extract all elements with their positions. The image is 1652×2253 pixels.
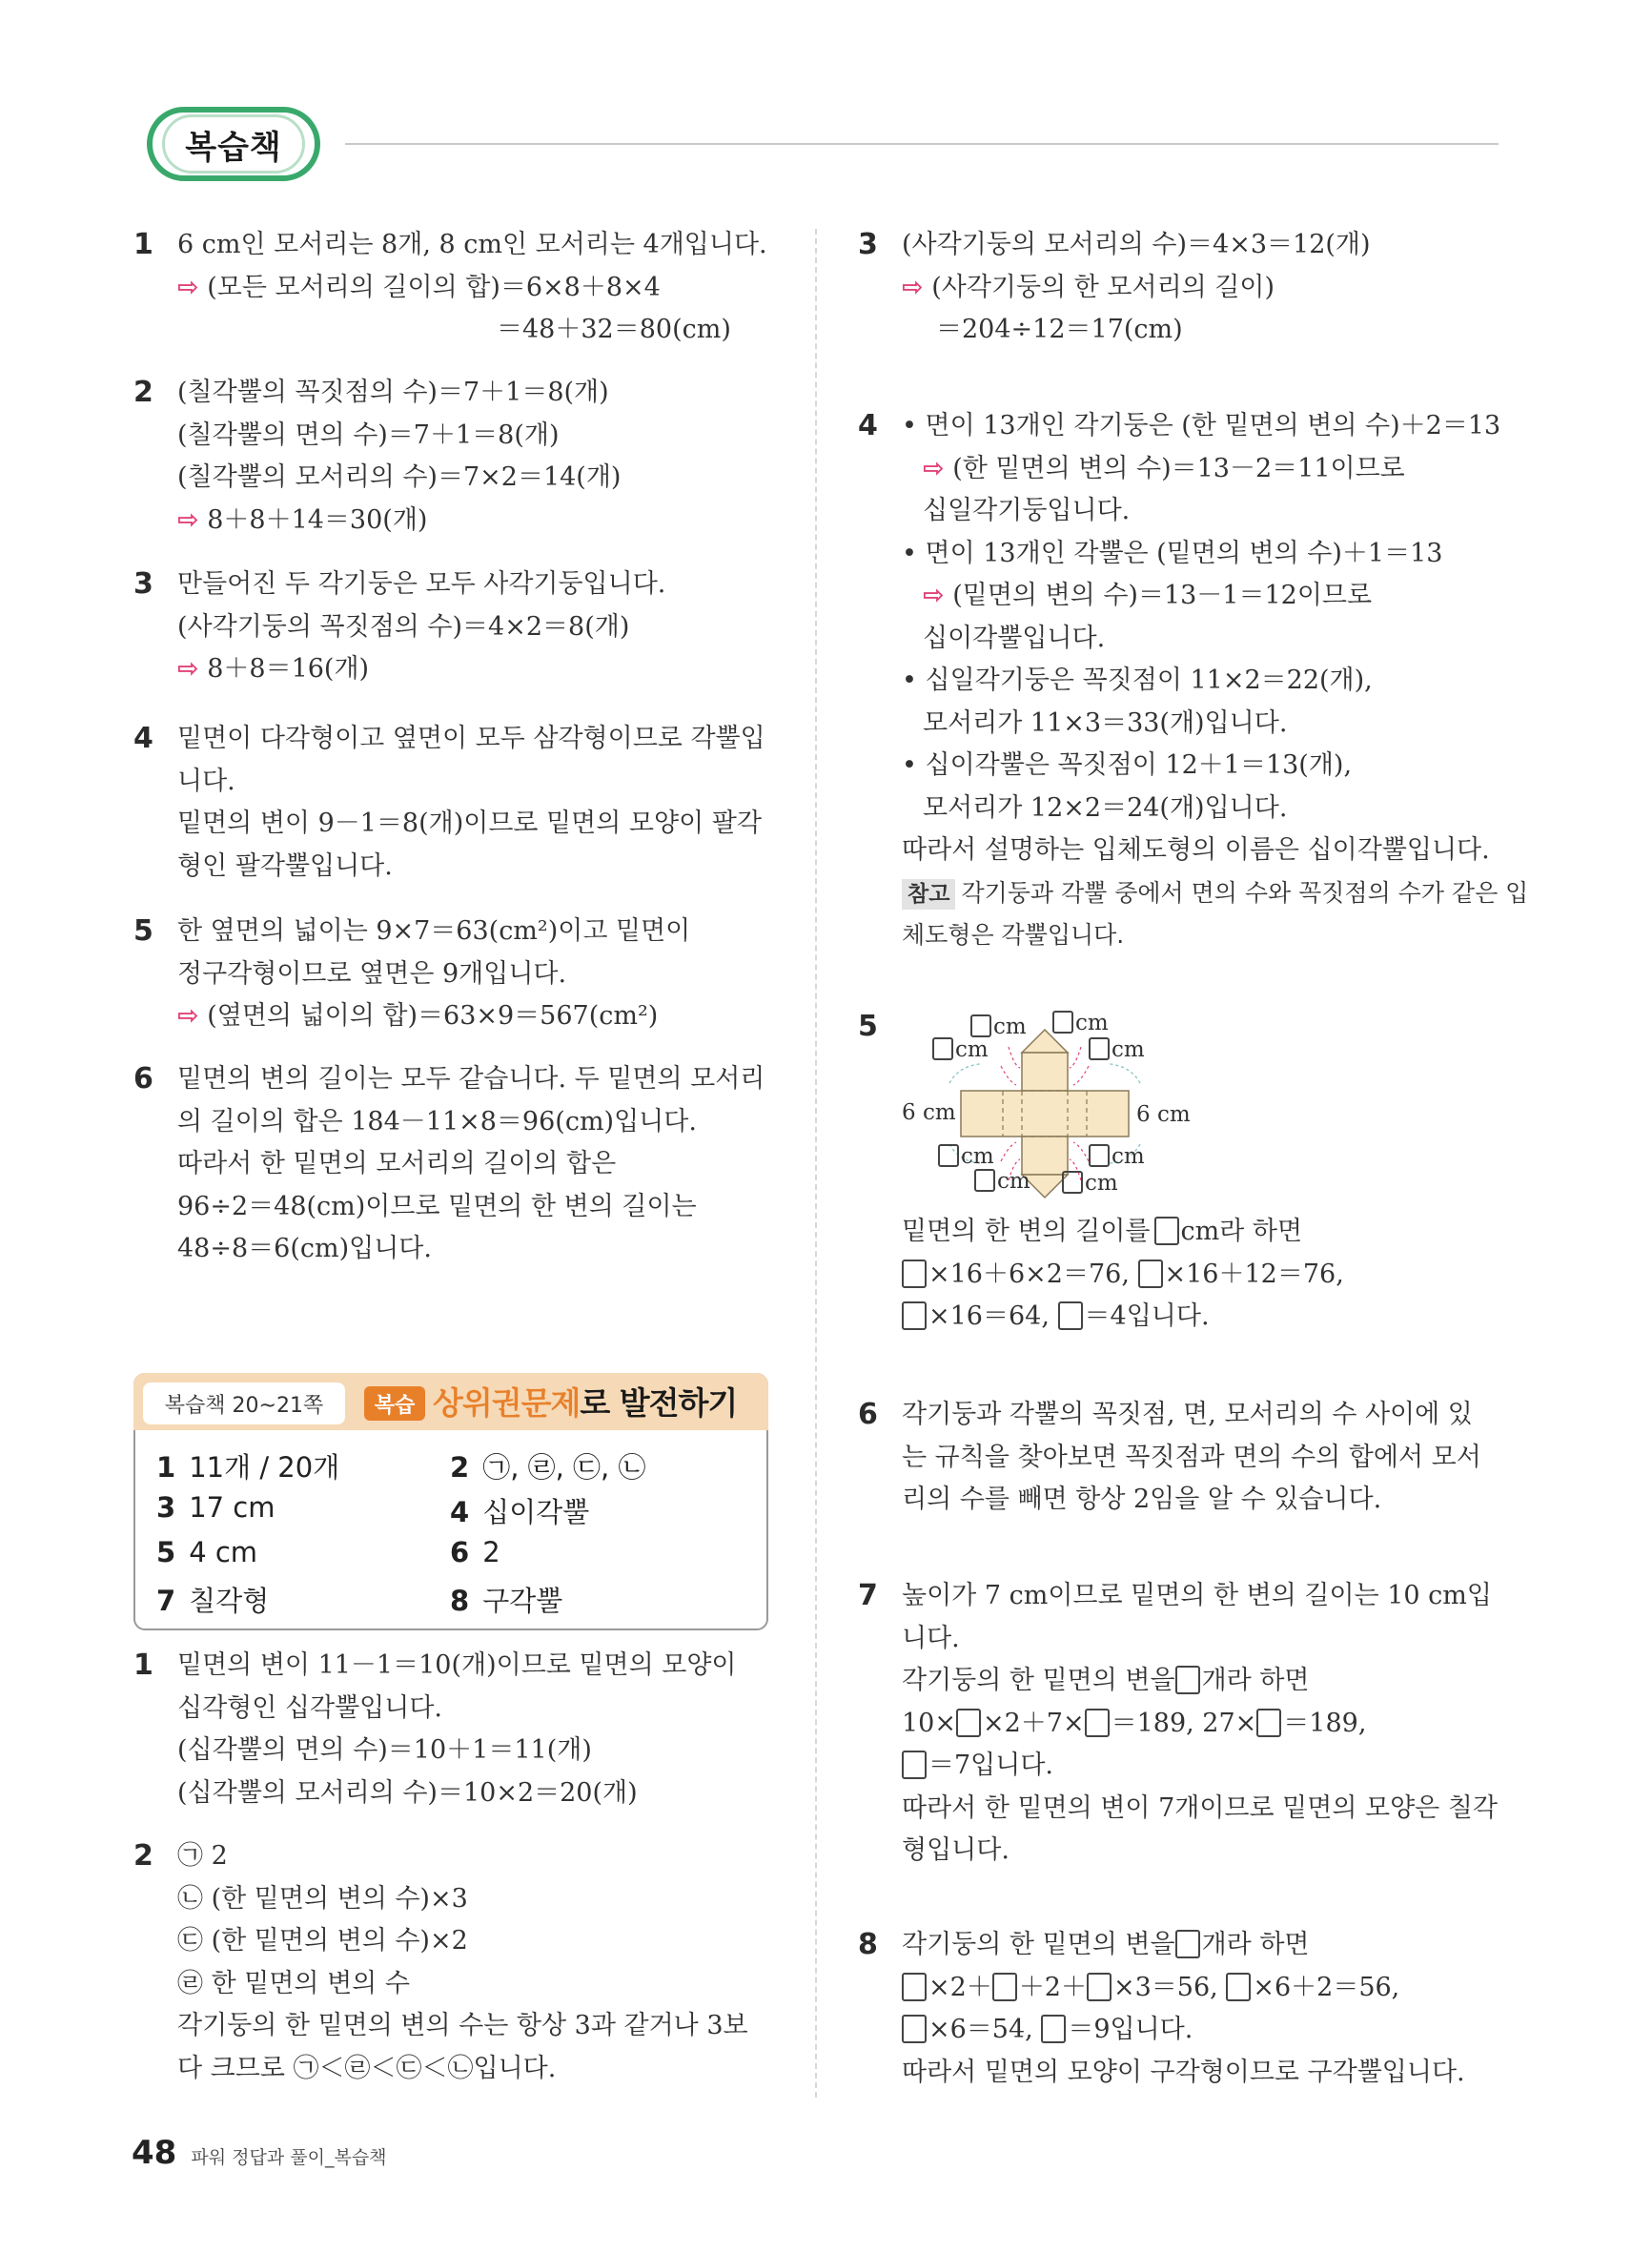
solution-line: (밑면의 변의 수)＝13－1＝12이므로 xyxy=(952,581,1373,610)
net-label: cm xyxy=(974,1169,1030,1194)
solution-text: ×3＝56, xyxy=(1113,1972,1218,2002)
blank-box xyxy=(1226,1973,1251,2001)
solution-text: 개라 하면 xyxy=(1201,1666,1310,1695)
net-label: cm xyxy=(1062,1171,1118,1196)
page-footer xyxy=(132,2134,387,2172)
blank-box xyxy=(1058,1301,1083,1330)
solution-text: ×16＝64, xyxy=(928,1301,1050,1331)
problem-number: 6 xyxy=(858,1398,878,1431)
blank-box xyxy=(974,1169,995,1192)
problem-number: 7 xyxy=(858,1579,878,1612)
solution-line: (사각기둥의 한 모서리의 길이) xyxy=(931,272,1275,302)
column-divider xyxy=(815,229,817,2098)
solution-line: 각기둥과 각뿔의 꼭짓점, 면, 모서리의 수 사이에 있 xyxy=(902,1400,1473,1429)
problem-number: 8 xyxy=(858,1928,878,1961)
solution-line: 십각형인 십각뿔입니다. xyxy=(177,1692,442,1723)
solution-line: 6 cm인 모서리는 8개, 8 cm인 모서리는 4개입니다. xyxy=(177,230,767,259)
solution-text: ＝4입니다. xyxy=(1084,1301,1210,1331)
solution-line: 밑면의 변의 길이는 모두 같습니다. 두 밑면의 모서리 xyxy=(177,1064,765,1094)
blank-box xyxy=(1175,1930,1200,1958)
reference-note: 체도형은 각뿔입니다. xyxy=(902,921,1125,949)
net-label: cm xyxy=(938,1144,994,1169)
solution-text: 개라 하면 xyxy=(1201,1930,1310,1959)
solution-line: 는 규칙을 찾아보면 꼭짓점과 면의 수의 합에서 모서 xyxy=(902,1442,1481,1472)
answer-item: 3 17 cm xyxy=(156,1491,275,1524)
solution-line: 높이가 7 cm이므로 밑면의 한 변의 길이는 10 cm입 xyxy=(902,1581,1492,1610)
solution-text: cm라 하면 xyxy=(1180,1217,1303,1246)
solution-line: ㉡ (한 밑면의 변의 수)×3 xyxy=(177,1883,468,1914)
blank-box xyxy=(1138,1260,1163,1288)
arrow-icon: ⇨ xyxy=(177,654,199,684)
solution-line: 따라서 설명하는 입체도형의 이름은 십이각뿔입니다. xyxy=(902,835,1490,865)
problem-number: 2 xyxy=(133,1839,153,1873)
blank-box xyxy=(970,1014,991,1037)
solution-line: 밑면의 변이 11－1＝10(개)이므로 밑면의 모양이 xyxy=(177,1650,737,1680)
solution-line: 형입니다. xyxy=(902,1835,1010,1865)
solution-line: (한 밑면의 변의 수)＝13－2＝11이므로 xyxy=(952,453,1405,483)
solution-line: 모서리가 11×3＝33(개)입니다. xyxy=(923,707,1288,738)
solution-line: 십일각기둥입니다. xyxy=(923,496,1131,525)
net-label: cm xyxy=(932,1037,989,1062)
solution-line: • 면이 13개인 각뿔은 (밑면의 변의 수)＋1＝13 xyxy=(902,538,1443,568)
arrow-icon: ⇨ xyxy=(923,581,945,610)
solution-line: 모서리가 12×2＝24(개)입니다. xyxy=(923,792,1288,823)
solution-line: ＝48＋32＝80(cm) xyxy=(497,315,731,344)
problem-number: 4 xyxy=(858,409,878,442)
solution-text: 10× xyxy=(902,1708,956,1738)
solution-text: ＝9입니다. xyxy=(1068,2015,1193,2044)
blank-box xyxy=(1041,2015,1066,2043)
blank-box xyxy=(932,1037,953,1060)
net-label: cm xyxy=(1052,1011,1109,1035)
solution-line: ㉣ 한 밑면의 변의 수 xyxy=(177,1968,410,1998)
solution-line: 따라서 한 밑면의 모서리의 길이의 합은 xyxy=(177,1149,617,1178)
blank-box xyxy=(902,1301,927,1330)
problem-number: 1 xyxy=(133,228,153,261)
blank-box xyxy=(938,1144,959,1167)
solution-text: ×16＋6×2＝76, xyxy=(928,1259,1130,1289)
solution-line: (사각기둥의 모서리의 수)＝4×3＝12(개) xyxy=(902,230,1371,259)
blank-box xyxy=(902,2015,927,2043)
solution-text: ×6＋2＝56, xyxy=(1253,1972,1400,2002)
solution-line: 정구각형이므로 옆면은 9개입니다. xyxy=(177,958,567,989)
blank-box xyxy=(956,1709,981,1737)
arrow-icon: ⇨ xyxy=(177,272,199,302)
net-side-label: 6 cm xyxy=(902,1100,956,1125)
solution-text: ×6＝54, xyxy=(928,2015,1033,2044)
review-badge: 복습 xyxy=(364,1386,425,1421)
solution-line: (십각뿔의 면의 수)＝10＋1＝11(개) xyxy=(177,1735,592,1765)
solution-line: 8＋8＝16(개) xyxy=(207,654,370,684)
answer-item: 8 구각뿔 xyxy=(450,1585,563,1617)
solution-line: 리의 수를 빼면 항상 2임을 알 수 있습니다. xyxy=(902,1485,1382,1514)
section-header xyxy=(133,107,336,181)
net-label: cm xyxy=(1089,1144,1145,1169)
solution-text: ＋2＋ xyxy=(1018,1972,1087,2002)
answer-item: 7 칠각형 xyxy=(156,1585,270,1617)
blank-box xyxy=(1085,1709,1110,1737)
problem-number: 6 xyxy=(133,1062,153,1096)
blank-box xyxy=(1256,1709,1281,1737)
solution-line: (칠각뿔의 모서리의 수)＝7×2＝14(개) xyxy=(177,462,622,492)
solution-line: • 면이 13개인 각기둥은 (한 밑면의 변의 수)＋2＝13 xyxy=(902,411,1501,440)
header-rule xyxy=(345,143,1499,145)
problem-number: 3 xyxy=(133,567,153,601)
solution-line: 의 길이의 합은 184－11×8＝96(cm)입니다. xyxy=(177,1106,697,1137)
header-pill xyxy=(162,114,305,174)
net-side-label: 6 cm xyxy=(1136,1102,1191,1127)
blank-box xyxy=(1154,1217,1179,1245)
pyramid-net-figure xyxy=(902,1009,1207,1211)
solution-line: 형인 팔각뿔입니다. xyxy=(177,850,393,881)
solution-line: • 십일각기둥은 꼭짓점이 11×2＝22(개), xyxy=(902,666,1373,695)
solution-line: 니다. xyxy=(177,766,235,796)
solution-line: (모든 모서리의 길이의 합)＝6×8＋8×4 xyxy=(207,272,661,302)
arrow-icon: ⇨ xyxy=(177,504,199,535)
arrow-icon: ⇨ xyxy=(177,1001,199,1031)
blank-box xyxy=(992,1973,1017,2001)
answer-item: 2 ㉠, ㉣, ㉢, ㉡ xyxy=(450,1451,646,1484)
blank-box xyxy=(902,1751,927,1779)
solution-line: (십각뿔의 모서리의 수)＝10×2＝20(개) xyxy=(177,1777,638,1808)
problem-number: 3 xyxy=(858,228,878,261)
solution-text: 밑면의 한 변의 길이를 xyxy=(902,1217,1151,1246)
solution-line: 8＋8＋14＝30(개) xyxy=(207,504,428,535)
section-title-accent: 상위권문제 xyxy=(433,1384,581,1422)
arrow-icon: ⇨ xyxy=(902,272,924,302)
blank-box xyxy=(1175,1666,1200,1694)
solution-line: 96÷2＝48(cm)이므로 밑면의 한 변의 길이는 xyxy=(177,1191,697,1221)
solution-text: ×16＋12＝76, xyxy=(1164,1259,1344,1289)
solution-line: (옆면의 넓이의 합)＝63×9＝567(cm²) xyxy=(207,1001,659,1031)
solution-text: ×2＋ xyxy=(928,1972,992,2002)
solution-line: 밑면이 다각형이고 옆면이 모두 삼각형이므로 각뿔입 xyxy=(177,724,765,753)
problem-number: 4 xyxy=(133,722,153,755)
reference-note: 각기둥과 각뿔 중에서 면의 수와 꼭짓점의 수가 같은 입 xyxy=(961,878,1529,907)
header-title: 복습책 xyxy=(185,128,282,167)
solution-line: • 십이각뿔은 꼭짓점이 12＋1＝13(개), xyxy=(902,750,1353,780)
solution-line: 따라서 한 밑면의 변이 7개이므로 밑면의 모양은 칠각 xyxy=(902,1792,1498,1823)
blank-box xyxy=(1089,1144,1110,1167)
reference-tag: 참고 xyxy=(902,879,955,910)
problem-number: 2 xyxy=(133,376,153,409)
solution-text: ＝189, 27× xyxy=(1111,1708,1257,1738)
solution-text: ×2＋7× xyxy=(982,1708,1085,1738)
answer-item: 5 4 cm xyxy=(156,1536,258,1568)
problem-number: 5 xyxy=(133,914,153,948)
solution-text: 각기둥의 한 밑면의 변을 xyxy=(902,1666,1175,1695)
answer-item: 4 십이각뿔 xyxy=(450,1496,590,1528)
solution-line: (칠각뿔의 면의 수)＝7＋1＝8(개) xyxy=(177,420,560,450)
solution-line: 48÷8＝6(cm)입니다. xyxy=(177,1234,432,1263)
blank-box xyxy=(902,1260,927,1288)
arrow-icon: ⇨ xyxy=(923,453,945,483)
solution-line: 밑면의 변이 9－1＝8(개)이므로 밑면의 모양이 팔각 xyxy=(177,809,762,838)
answer-item: 1 11개 / 20개 xyxy=(156,1451,340,1484)
solution-line: 따라서 밑면의 모양이 구각형이므로 구각뿔입니다. xyxy=(902,2057,1465,2087)
solution-line: 한 옆면의 넓이는 9×7＝63(cm²)이고 밑면이 xyxy=(177,916,691,946)
problem-number: 5 xyxy=(858,1010,878,1043)
blank-box xyxy=(902,1973,927,2001)
solution-line: (사각기둥의 꼭짓점의 수)＝4×2＝8(개) xyxy=(177,611,630,642)
solution-line: 십이각뿔입니다. xyxy=(923,623,1106,653)
solution-line: ㉠ 2 xyxy=(177,1841,228,1871)
blank-box xyxy=(1062,1171,1083,1194)
solution-line: 니다. xyxy=(902,1623,960,1653)
footer-text: 파워 정답과 풀이_복습책 xyxy=(191,2147,387,2168)
section-title xyxy=(433,1383,737,1424)
solution-line: ㉢ (한 밑면의 변의 수)×2 xyxy=(177,1926,468,1956)
solution-line: 각기둥의 한 밑면의 변의 수는 항상 3과 같거나 3보 xyxy=(177,2011,748,2040)
net-label: cm xyxy=(970,1014,1027,1039)
blank-box xyxy=(1087,1973,1112,2001)
page-range-tab: 복습책 20~21쪽 xyxy=(143,1383,345,1424)
solution-line: 만들어진 두 각기둥은 모두 사각기둥입니다. xyxy=(177,569,666,599)
solution-line: (칠각뿔의 꼭짓점의 수)＝7＋1＝8(개) xyxy=(177,378,609,407)
solution-line: ＝204÷12＝17(cm) xyxy=(936,315,1183,344)
answer-item: 6 2 xyxy=(450,1536,500,1568)
blank-box xyxy=(1089,1037,1110,1060)
solution-text: ＝7입니다. xyxy=(928,1751,1054,1780)
page-number: 48 xyxy=(132,2134,177,2172)
solution-text: ＝189, xyxy=(1283,1708,1367,1738)
blank-box xyxy=(1052,1011,1073,1034)
solution-text: 각기둥의 한 밑면의 변을 xyxy=(902,1930,1175,1959)
solution-line: 다 크므로 ㉠＜㉣＜㉢＜㉡입니다. xyxy=(177,2053,557,2083)
problem-number: 1 xyxy=(133,1649,153,1682)
section-title-rest: 로 발전하기 xyxy=(580,1384,738,1422)
net-label: cm xyxy=(1089,1037,1145,1062)
answer-summary-box xyxy=(133,1373,768,1630)
